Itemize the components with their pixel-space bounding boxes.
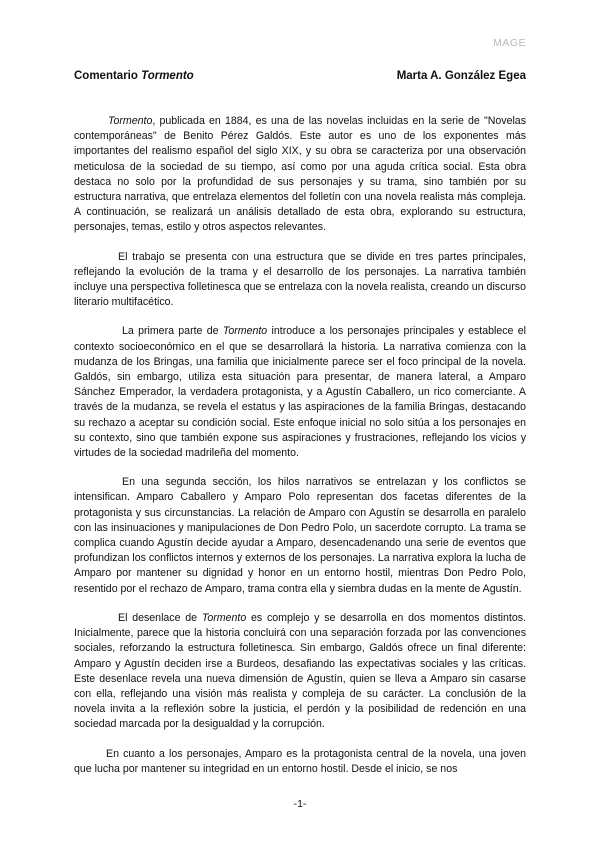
page-number: -1- xyxy=(293,798,307,810)
paragraph-ending: El desenlace de Tormento es complejo y se desarrolla en dos momentos distintos. Inicialmente, parece que la historia concluirá con una separación forzada por las convenciones sociales, reforzando la estructura folletinesca. Sin embargo, Galdós ofrece un final diferente: Amparo y Agustín deciden irse a Burdeos, desafiando las expectativas sociales y las críticas. Este desenlace revela una nueva dimensión de Agustín, quien se lleva a Amparo sin casarse con ella, reflejando una visión más realista y compleja de su carácter. La conclusión de la novela invita a la reflexión sobre la justicia, el perdón y la posibilidad de redención en una sociedad marcada por la desigualdad y la corrupción. xyxy=(74,611,526,731)
work-title: Tormento xyxy=(141,70,194,82)
author-name: Marta A. González Egea xyxy=(396,70,526,82)
work-title-inline: Tormento xyxy=(201,611,247,624)
document-header xyxy=(74,70,526,82)
paragraph-characters: En cuanto a los personajes, Amparo es la protagonista central de la novela, una joven que lucha por mantener su integridad en un entorno hostil. Desde el inicio, se nos xyxy=(74,747,526,775)
work-title-inline: Tormento xyxy=(108,115,153,127)
paragraph-intro: Tormento, publicada en 1884, es una de las novelas incluidas en la serie de "Novelas contemporáneas" de Benito Pérez Galdós. Este autor es uno de los exponentes más importantes del realismo español del siglo XIX, y su obra se caracteriza por una observación meticulosa de la sociedad de su tiempo, así como por una aguda crítica social. Esta obra destaca no solo por la profundidad de sus personajes y su trama, sino también por su estructura narrativa, que entrelaza elementos del folletín con una novela realista más compleja. A continuación, se realizará un análisis detallado de esta obra, explorando su estructura, personajes, temas, estilo y otros aspectos relevantes. xyxy=(74,115,526,234)
paragraph-first-part: La primera parte de Tormento introduce a los personajes principales y establece el contexto socioeconómico en el que se desarrollará la historia. La narrativa comienza con la mudanza de los Bringas, una familia que inicialmente parece ser el foco principal de la novela. Galdós, sin embargo, utiliza esta situación para presentar, de manera lateral, a Amparo Sánchez Emperador, la verdadera protagonista, y a Agustín Caballero, un rico comerciante. A través de la mudanza, se revela el estatus y las aspiraciones de la familia Bringas, destacando su rechazo a aceptar su condición social. Este enfoque inicial no solo sitúa a los personajes en su contexto, sino que también expone sus aspiraciones y frustraciones, reflejando los vicios y virtudes de la sociedad madrileña del momento. xyxy=(74,325,526,460)
watermark: MAGE xyxy=(493,37,526,49)
paragraph-structure: El trabajo se presenta con una estructura que se divide en tres partes principales, reflejando la evolución de la trama y el desarrollo de los personajes. La narrativa también incluye una perspectiva folletinesca que se entrelaza con la novela realista, creando un discurso literario multifacético. xyxy=(74,250,526,309)
document-body xyxy=(74,114,526,791)
paragraph-second-part: En una segunda sección, los hilos narrativos se entrelazan y los conflictos se intensifican. Amparo Caballero y Amparo Polo representan dos facetas diferentes de la protagonista y sus circunstancias. La relación de Amparo con Agustín se desarrolla en paralelo con las insinuaciones y manipulaciones de Don Pedro Polo, un sacerdote corrupto. La trama se complica cuando Agustín decide ayudar a Amparo, desencadenando una serie de eventos que profundizan los conflictos internos y externos de los personajes. La narrativa explora la lucha de Amparo por mantener su dignidad y honor en un entorno hostil, mientras Don Pedro Polo, resentido por el rechazo de Amparo, trama contra ella y siembra dudas en la mente de Agustín. xyxy=(74,476,526,595)
work-title-inline: Tormento xyxy=(222,325,268,338)
document-title: Comentario Tormento xyxy=(74,70,194,82)
